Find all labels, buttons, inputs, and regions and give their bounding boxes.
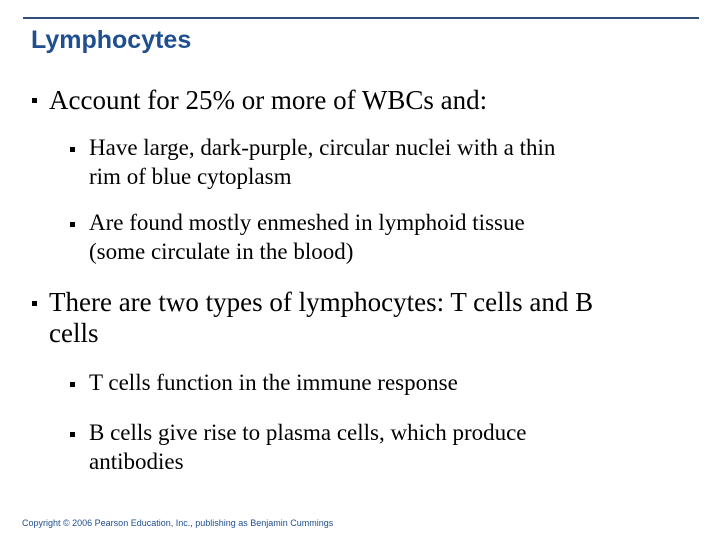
sub-bullet-marker-icon: [70, 432, 75, 437]
sub-bullet-2-2-line2: antibodies: [89, 449, 184, 474]
sub-bullet-2-1: T cells function in the immune response: [89, 370, 458, 395]
sub-bullet-marker-icon: [70, 222, 75, 227]
bullet-2-line2: cells: [49, 318, 99, 348]
bullet-marker-icon: [32, 301, 37, 306]
slide-title: Lymphocytes: [31, 26, 192, 54]
bullet-1-text: Account for 25% or more of WBCs and:: [49, 85, 488, 115]
sub-bullet-1-1: [89, 133, 555, 191]
sub-bullet-1-2-line2: (some circulate in the blood): [89, 239, 354, 264]
bullet-2-text: [49, 287, 593, 349]
sub-bullet-1-1-line2: rim of blue cytoplasm: [89, 164, 292, 189]
title-rule: [23, 17, 699, 19]
sub-bullet-1-1-line1: Have large, dark-purple, circular nuclei with a thin: [89, 135, 556, 160]
sub-bullet-marker-icon: [70, 382, 75, 387]
sub-bullet-1-2-line1: Are found mostly enmeshed in lymphoid tissue: [89, 210, 525, 235]
sub-bullet-2-2-line1: B cells give rise to plasma cells, which produce: [89, 420, 527, 445]
sub-bullet-1-2: [89, 208, 525, 266]
bullet-2-line1: There are two types of lymphocytes: T cells and B: [49, 287, 594, 317]
sub-bullet-marker-icon: [70, 147, 75, 152]
bullet-marker-icon: [32, 98, 37, 103]
sub-bullet-2-2: [89, 418, 527, 476]
copyright-footer: Copyright © 2006 Pearson Education, Inc., publishing as Benjamin Cummings: [22, 518, 334, 528]
